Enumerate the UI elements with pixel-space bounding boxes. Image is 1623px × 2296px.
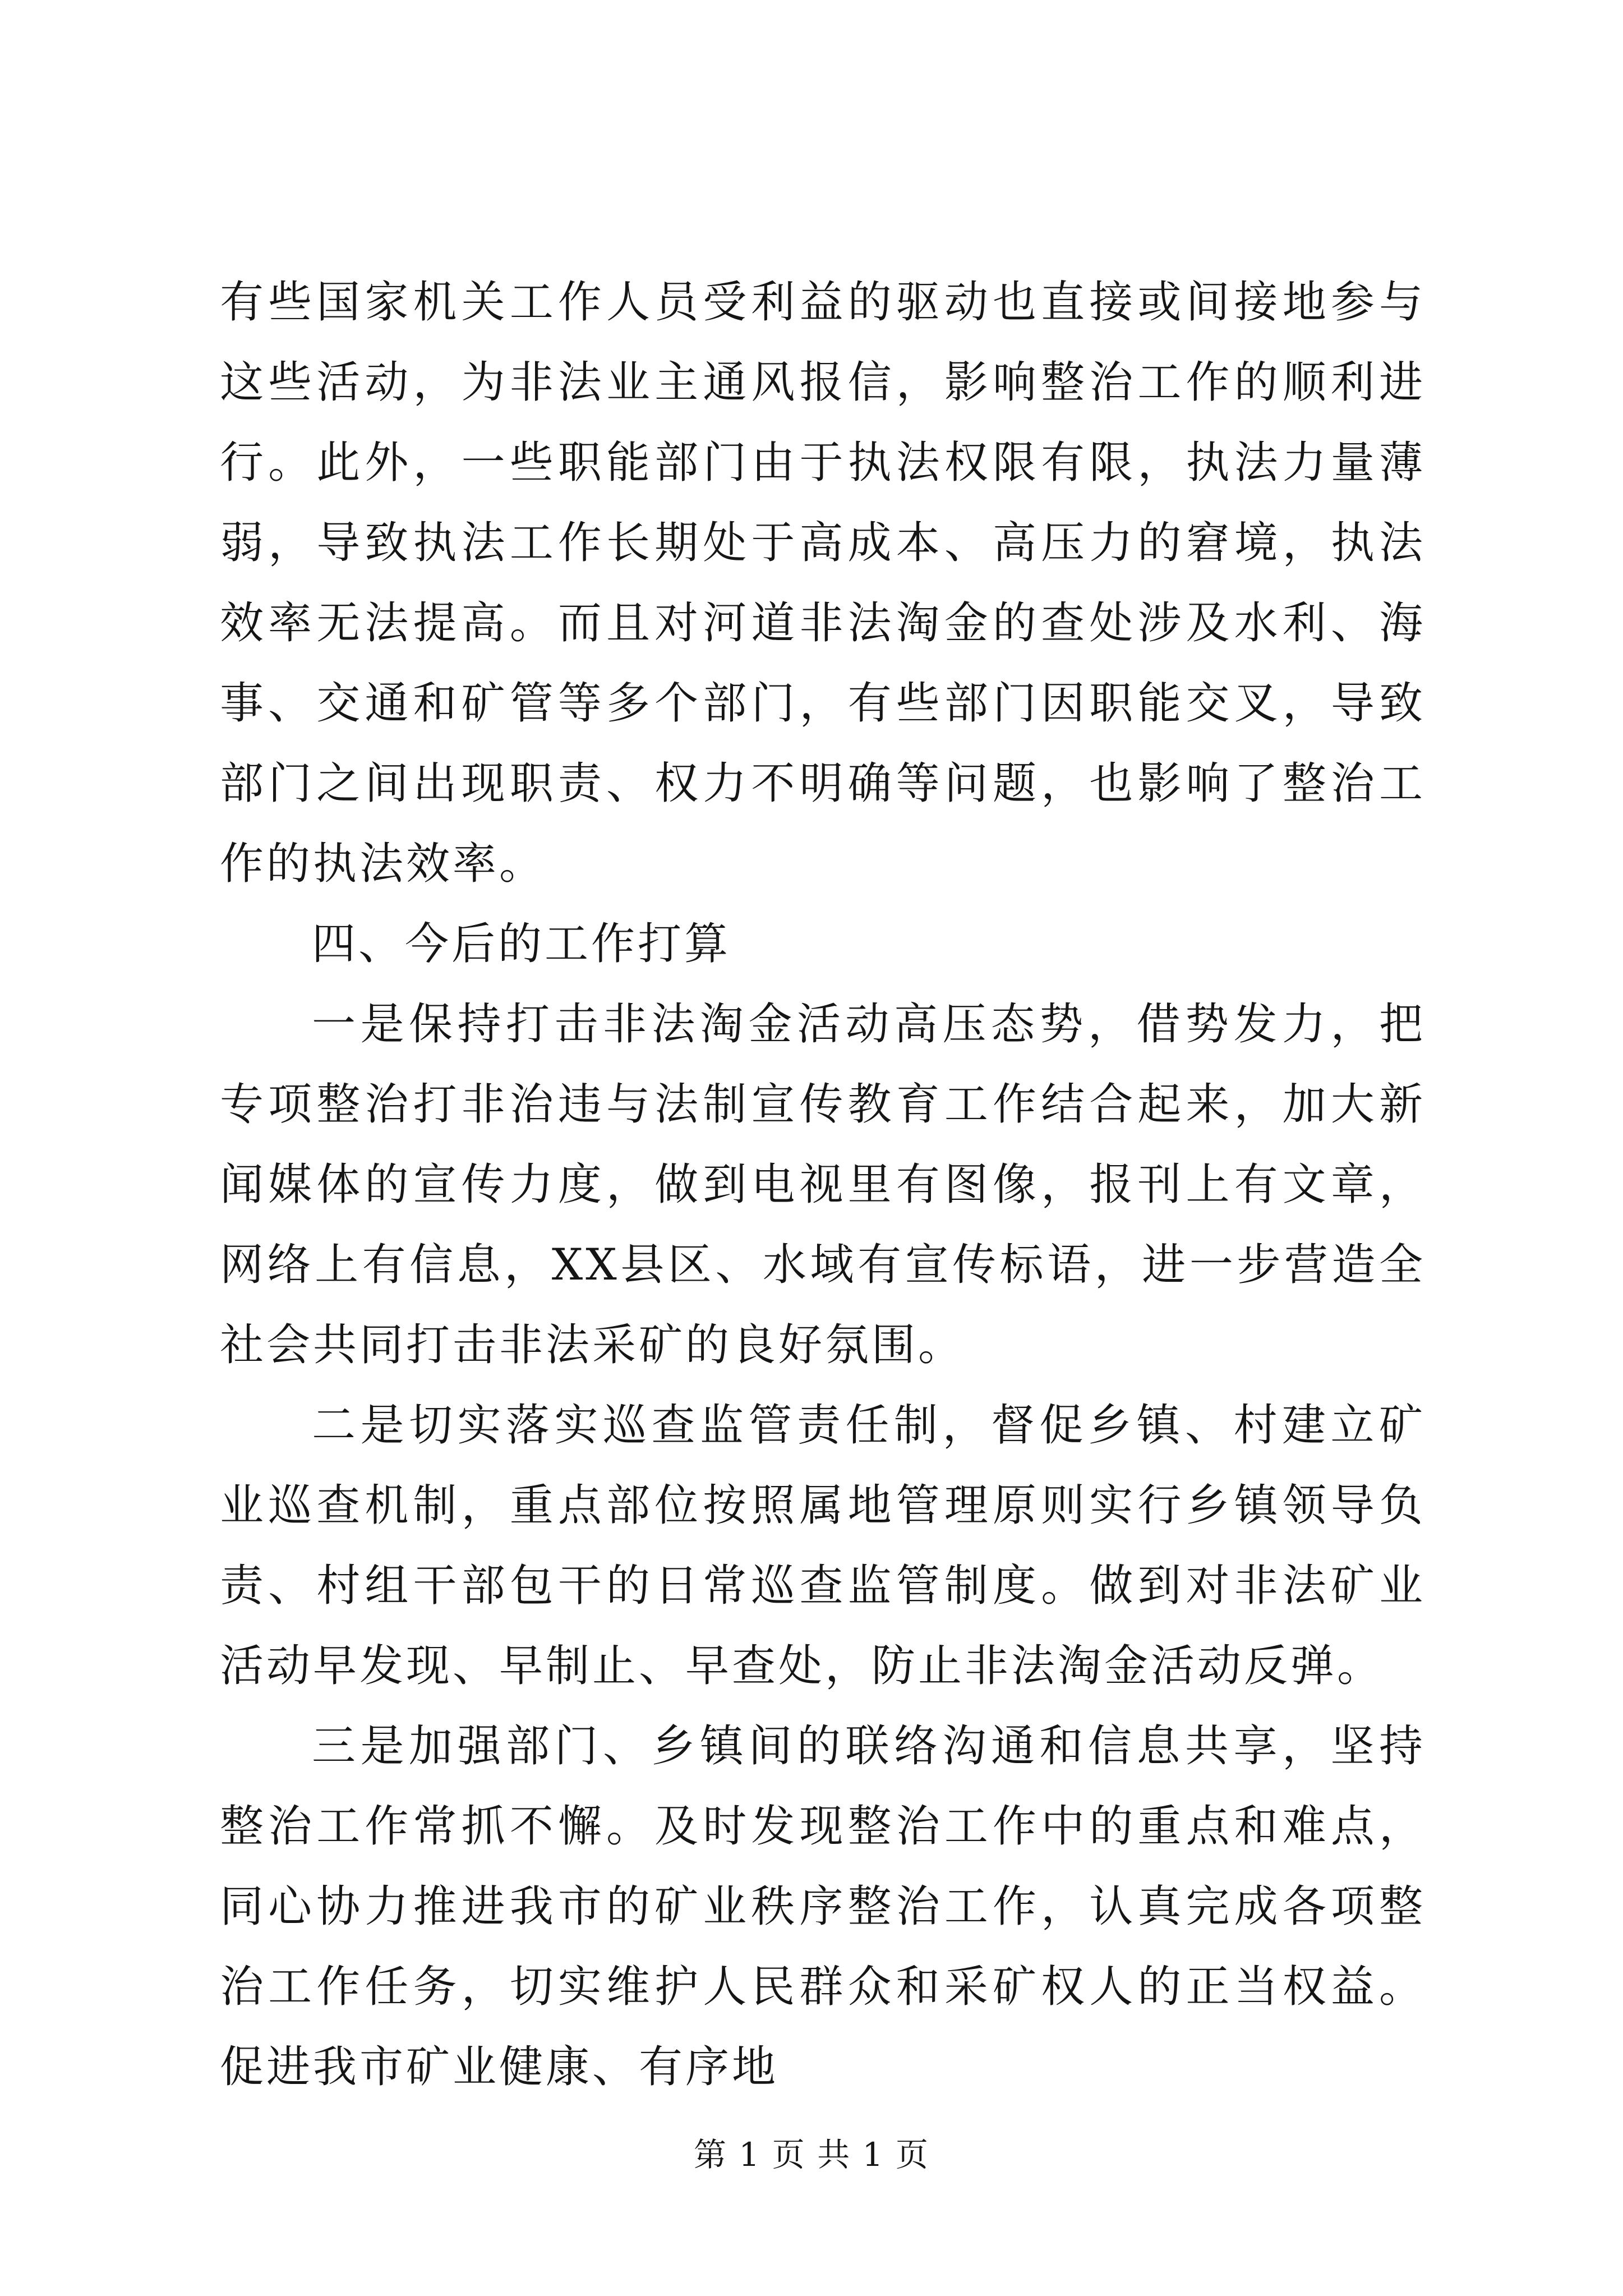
paragraph-item-1: 一是保持打击非法淘金活动高压态势，借势发力，把专项整治打非治违与法制宣传教育工作结合起来，加大新闻媒体的宣传力度，做到电视里有图像，报刊上有文章，网络上有信息，XX县区、水域有宣传标语，进一步营造全社会共同打击非法采矿的良好氛围。 — [220, 999, 1426, 1370]
paragraph-item-2: 二是切实落实巡查监管责任制，督促乡镇、村建立矿业巡查机制，重点部位按照属地管理原则实行乡镇领导负责、村组干部包干的日常巡查监管制度。做到对非法矿业活动早发现、早制止、早查处，防止非法淘金活动反弹。 — [220, 1400, 1426, 1691]
document-body — [220, 263, 1426, 2108]
page-footer: 第 1 页 共 1 页 — [694, 2136, 929, 2174]
paragraph-continuation: 有些国家机关工作人员受利益的驱动也直接或间接地参与这些活动，为非法业主通风报信，影响整治工作的顺利进行。此外，一些职能部门由于执法权限有限，执法力量薄弱，导致执法工作长期处于高成本、高压力的窘境，执法效率无法提高。而且对河道非法淘金的查处涉及水利、海事、交通和矿管等多个部门，有些部门因职能交叉，导致部门之间出现职责、权力不明确等问题，也影响了整治工作的执法效率。 — [220, 277, 1426, 889]
paragraph-item-3: 三是加强部门、乡镇间的联络沟通和信息共享，坚持整治工作常抓不懈。及时发现整治工作中的重点和难点，同心协力推进我市的矿业秩序整治工作，认真完成各项整治工作任务，切实维护人民群众和采矿权人的正当权益。促进我市矿业健康、有序地 — [220, 1721, 1426, 2092]
section-heading: 四、今后的工作打算 — [312, 919, 731, 969]
